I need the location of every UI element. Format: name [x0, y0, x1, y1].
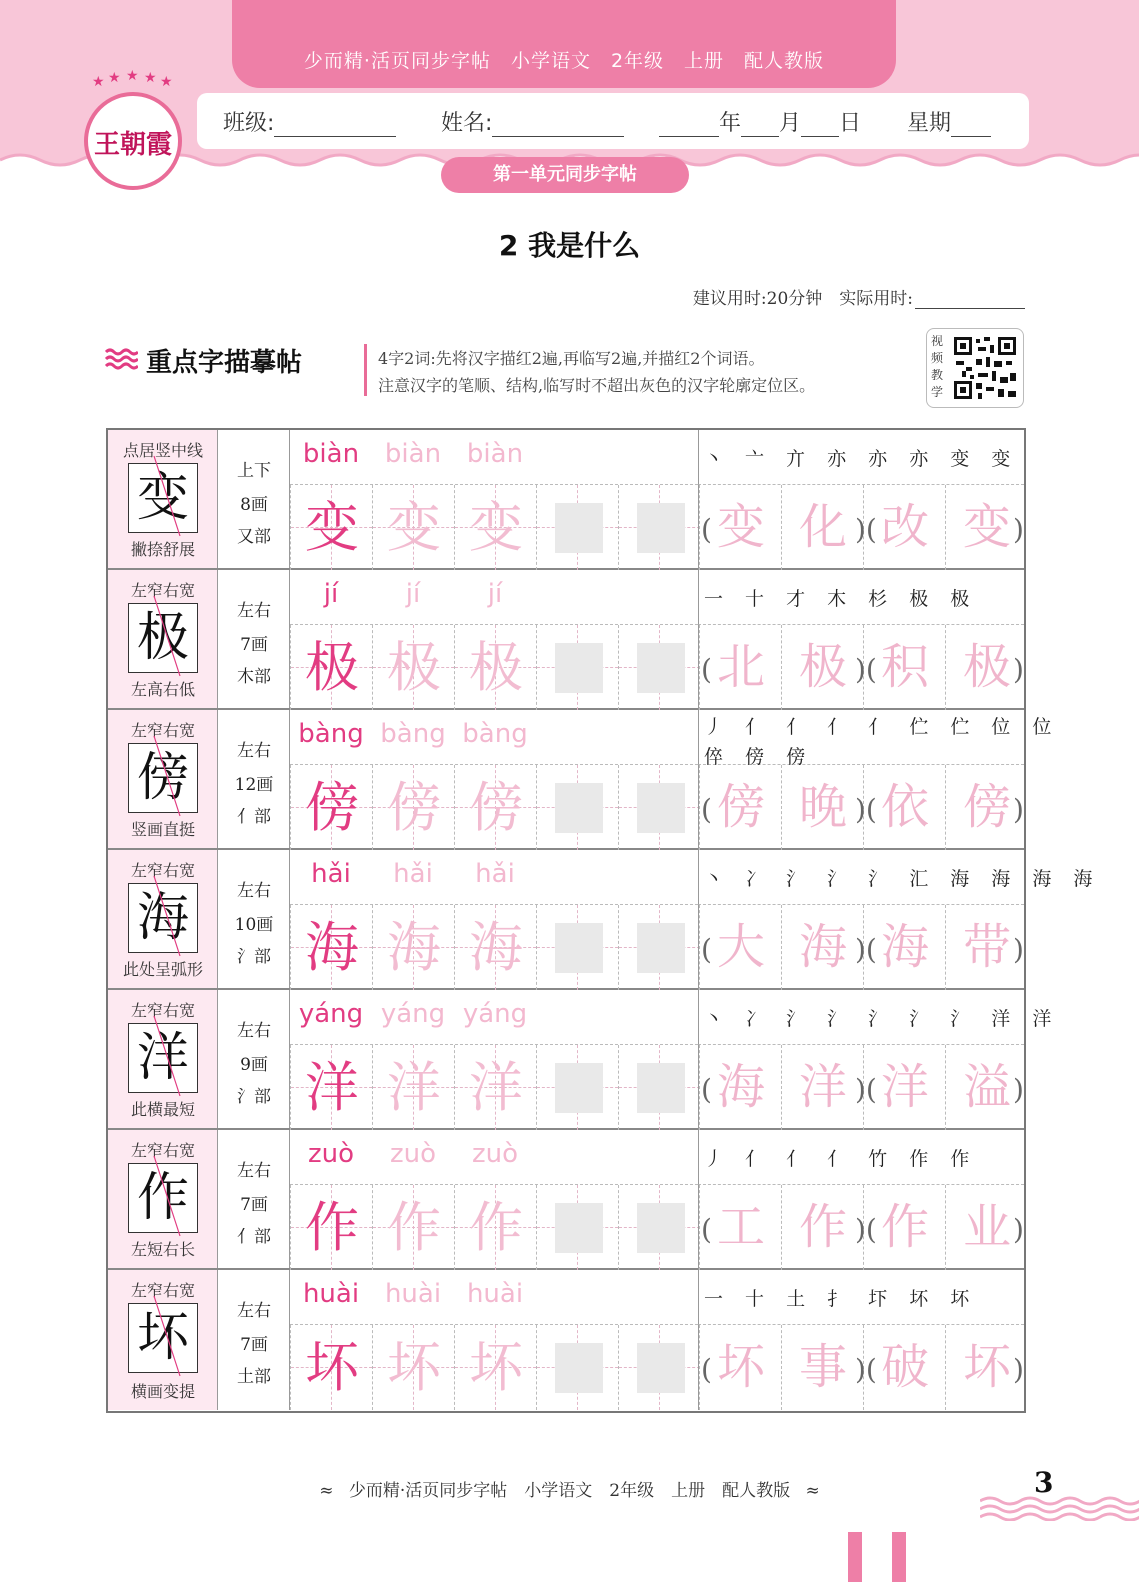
writing-cell[interactable] — [290, 1185, 372, 1270]
outline-zone[interactable] — [637, 503, 685, 553]
qr-code-icon — [952, 335, 1018, 401]
pinyin-trace[interactable]: biàn — [384, 439, 442, 469]
writing-cell[interactable] — [536, 765, 618, 850]
pointer-line — [150, 874, 186, 960]
writing-cell[interactable] — [372, 1045, 454, 1130]
pinyin-label: yáng — [298, 999, 364, 1029]
writing-cell[interactable] — [536, 1325, 618, 1410]
word-cell[interactable] — [781, 1325, 863, 1410]
model-character: 极 — [305, 636, 359, 699]
trace-character[interactable]: 作 — [387, 1196, 441, 1259]
stroke-order: 丶 冫 氵 氵 氵 汇 海 海 海 海 — [704, 868, 1101, 890]
pinyin-label: hǎi — [311, 859, 351, 889]
close-paren: ) — [1013, 793, 1024, 826]
close-paren: ) — [1013, 1213, 1024, 1246]
tip-top: 左窄右宽 — [130, 861, 195, 880]
actual-time-field[interactable] — [915, 289, 1025, 309]
stroke-order: 丶 冫 氵 氵 氵 氵 氵 洋 洋 — [704, 1008, 1060, 1030]
writing-cell[interactable] — [454, 1185, 536, 1270]
stroke-order: 一 十 才 木 杉 极 极 — [704, 588, 978, 610]
char-row — [108, 990, 1060, 1130]
writing-cell[interactable] — [372, 625, 454, 710]
pointer-line — [150, 1014, 186, 1100]
practice-table — [106, 428, 1101, 1413]
close-paren: )( — [855, 933, 877, 966]
open-paren: ( — [701, 933, 712, 966]
close-paren: )( — [855, 1073, 877, 1106]
char-row — [108, 570, 1024, 710]
pinyin-trace[interactable]: yáng — [462, 999, 528, 1029]
char-row — [108, 1130, 1024, 1270]
char-info — [218, 990, 290, 1128]
stroke-order: 丿 亻 亻 亻 竹 作 作 — [704, 1148, 978, 1170]
radical: 氵部 — [237, 1087, 271, 1107]
char-info — [218, 570, 290, 708]
sample-cell — [108, 1130, 218, 1268]
qr-label: 视频教学 — [931, 334, 944, 399]
close-paren: ) — [1013, 1353, 1024, 1386]
writing-cell[interactable] — [536, 625, 618, 710]
model-character: 坏 — [305, 1336, 359, 1399]
tip-bottom: 左短右长 — [130, 1240, 195, 1259]
series-title: 少而精·活页同步字帖 小学语文 2年级 上册 配人教版 — [303, 50, 825, 72]
outline-zone[interactable] — [637, 1343, 685, 1393]
close-paren: ) — [1013, 1073, 1024, 1106]
writing-cell[interactable] — [290, 905, 372, 990]
word-trace-character[interactable]: 坏 — [962, 1339, 1011, 1395]
outline-zone[interactable] — [637, 923, 685, 973]
tip-top: 左窄右宽 — [130, 721, 195, 740]
word-trace-character[interactable]: 傍 — [716, 779, 765, 835]
sample-character: 海 — [128, 883, 198, 953]
word-trace-area — [698, 1185, 1024, 1270]
tip-top: 左窄右宽 — [130, 1141, 195, 1160]
date-field[interactable]: 年 月 日 — [659, 106, 861, 137]
close-paren: )( — [855, 793, 877, 826]
word-trace-character[interactable]: 依 — [880, 779, 929, 835]
sample-cell — [108, 1270, 218, 1410]
sample-character: 傍 — [128, 743, 198, 813]
structure: 左右 — [237, 1161, 271, 1181]
word-trace-character[interactable]: 变 — [962, 499, 1011, 555]
pinyin-label: jí — [323, 579, 339, 609]
word-trace-area — [698, 1045, 1024, 1130]
radical: 木部 — [237, 667, 271, 687]
model-character: 海 — [305, 916, 359, 979]
tip-top: 左窄右宽 — [130, 1281, 195, 1300]
word-trace-character[interactable]: 晚 — [798, 779, 847, 835]
section-title: 重点字描摹帖 — [146, 348, 303, 378]
outline-zone[interactable] — [555, 503, 603, 553]
tip-bottom: 此处呈弧形 — [122, 960, 203, 979]
pinyin-trace[interactable]: zuò — [389, 1139, 437, 1169]
writing-cell[interactable] — [290, 765, 372, 850]
stroke-count: 7画 — [240, 1195, 268, 1215]
outline-zone[interactable] — [637, 783, 685, 833]
close-paren: )( — [855, 653, 877, 686]
pointer-line — [150, 594, 186, 680]
trace-character[interactable]: 极 — [387, 636, 441, 699]
close-paren: )( — [855, 513, 877, 546]
outline-zone[interactable] — [637, 1203, 685, 1253]
writing-cell[interactable] — [618, 625, 700, 710]
tip-top: 左窄右宽 — [130, 581, 195, 600]
open-paren: ( — [701, 653, 712, 686]
trace-character[interactable]: 海 — [469, 916, 523, 979]
footer-bar — [848, 1532, 862, 1582]
writing-cell[interactable] — [454, 485, 536, 570]
time-line: 建议用时:20分钟 实际用时: — [693, 284, 1025, 309]
video-qr-box[interactable] — [926, 328, 1024, 408]
outline-zone[interactable] — [637, 1063, 685, 1113]
writing-cell[interactable] — [454, 1325, 536, 1410]
structure: 上下 — [237, 461, 271, 481]
word-trace-area — [698, 625, 1024, 710]
char-row — [108, 850, 1101, 990]
word-trace-character[interactable]: 积 — [880, 639, 929, 695]
word-trace-character[interactable]: 作 — [880, 1199, 929, 1255]
section-divider — [364, 344, 367, 396]
word-trace-character[interactable]: 海 — [880, 919, 929, 975]
pinyin-trace[interactable]: bàng — [380, 719, 446, 749]
writing-cell[interactable] — [372, 905, 454, 990]
pinyin-trace[interactable]: biàn — [466, 439, 524, 469]
word-trace-character[interactable]: 作 — [798, 1199, 847, 1255]
word-trace-character[interactable]: 变 — [716, 499, 765, 555]
star-icon: ★ — [92, 74, 105, 90]
word-trace-area — [698, 485, 1024, 570]
char-row — [108, 1270, 1024, 1410]
word-trace-character[interactable]: 溢 — [962, 1059, 1011, 1115]
logo-text: 王朝霞 — [93, 130, 172, 160]
trace-character[interactable]: 坏 — [387, 1336, 441, 1399]
weekday-field[interactable]: 星期 — [907, 106, 991, 137]
outline-zone[interactable] — [555, 783, 603, 833]
word-trace-character[interactable]: 北 — [716, 639, 765, 695]
close-paren: ) — [1013, 933, 1024, 966]
writing-cell[interactable] — [618, 905, 700, 990]
char-info — [218, 1270, 290, 1410]
pinyin-trace[interactable]: zuò — [471, 1139, 519, 1169]
open-paren: ( — [701, 1353, 712, 1386]
stroke-order: 丶 亠 亣 亦 亦 亦 变 变 — [704, 448, 1019, 470]
structure: 左右 — [237, 601, 271, 621]
structure: 左右 — [237, 1301, 271, 1321]
model-character: 傍 — [305, 776, 359, 839]
pointer-line — [150, 454, 186, 540]
sample-character: 变 — [128, 463, 198, 533]
stroke-order: 丿 亻 亻 亻 亻 伫 伫 位 位 倅 傍 傍 — [704, 716, 1060, 768]
writing-cell[interactable] — [290, 1325, 372, 1410]
stroke-count: 12画 — [234, 775, 274, 795]
brand-logo — [78, 70, 188, 188]
lesson-title: 2 我是什么 — [498, 229, 641, 262]
pinyin-trace[interactable]: huài — [466, 1279, 524, 1309]
stroke-count: 7画 — [240, 635, 268, 655]
header-tab — [232, 0, 896, 88]
writing-cell[interactable] — [454, 905, 536, 990]
sample-character: 作 — [128, 1163, 198, 1233]
pinyin-trace[interactable]: huài — [384, 1279, 442, 1309]
word-trace-character[interactable]: 洋 — [880, 1059, 929, 1115]
tip-bottom: 撇捺舒展 — [130, 540, 195, 559]
sample-cell — [108, 710, 218, 848]
word-trace-area — [698, 765, 1024, 850]
radical: 亻部 — [237, 1227, 271, 1247]
star-icon: ★ — [144, 70, 157, 86]
writing-cell[interactable] — [536, 1045, 618, 1130]
word-trace-character[interactable]: 洋 — [798, 1059, 847, 1115]
star-icon: ★ — [126, 68, 139, 84]
stroke-count: 9画 — [240, 1055, 268, 1075]
word-trace-character[interactable]: 极 — [798, 639, 847, 695]
outline-zone[interactable] — [555, 923, 603, 973]
pinyin-trace[interactable]: bàng — [462, 719, 528, 749]
writing-cell[interactable] — [618, 1185, 700, 1270]
writing-cell[interactable] — [618, 1325, 700, 1410]
trace-character[interactable]: 洋 — [387, 1056, 441, 1119]
char-row — [108, 430, 1024, 570]
writing-cell[interactable] — [454, 625, 536, 710]
tip-top: 左窄右宽 — [130, 1001, 195, 1020]
close-paren: ) — [1013, 513, 1024, 546]
close-paren: )( — [855, 1213, 877, 1246]
pinyin-trace[interactable]: yáng — [380, 999, 446, 1029]
pinyin-trace[interactable]: jí — [487, 579, 503, 609]
writing-cell[interactable] — [372, 485, 454, 570]
writing-cell[interactable] — [536, 1185, 618, 1270]
stroke-count: 10画 — [234, 915, 274, 935]
radical: 亻部 — [237, 807, 271, 827]
trace-character[interactable]: 作 — [469, 1196, 523, 1259]
tip-bottom: 左高右低 — [130, 680, 195, 699]
writing-cell[interactable] — [290, 625, 372, 710]
outline-zone[interactable] — [555, 1063, 603, 1113]
word-trace-character[interactable]: 化 — [798, 499, 847, 555]
word-trace-character[interactable]: 工 — [716, 1199, 765, 1255]
trace-character[interactable]: 傍 — [387, 776, 441, 839]
structure: 左右 — [237, 881, 271, 901]
writing-cell[interactable] — [454, 1045, 536, 1130]
close-paren: )( — [855, 1353, 877, 1386]
open-paren: ( — [701, 513, 712, 546]
char-info — [218, 850, 290, 988]
word-trace-character[interactable]: 业 — [962, 1199, 1011, 1255]
star-icon: ★ — [108, 70, 121, 86]
writing-cell[interactable] — [290, 485, 372, 570]
writing-cell[interactable] — [454, 765, 536, 850]
char-info — [218, 1130, 290, 1268]
writing-cell[interactable] — [372, 1185, 454, 1270]
trace-character[interactable]: 极 — [469, 636, 523, 699]
word-trace-character[interactable]: 带 — [962, 919, 1011, 975]
model-character: 洋 — [305, 1056, 359, 1119]
pinyin-trace[interactable]: jí — [405, 579, 421, 609]
word-trace-character[interactable]: 破 — [880, 1339, 929, 1395]
stroke-count: 8画 — [240, 495, 268, 515]
sample-cell — [108, 430, 218, 568]
word-cell[interactable] — [781, 905, 863, 990]
pinyin-label: huài — [302, 1279, 360, 1309]
outline-zone[interactable] — [555, 1343, 603, 1393]
tip-bottom: 此横最短 — [130, 1100, 195, 1119]
writing-cell[interactable] — [536, 485, 618, 570]
writing-cell[interactable] — [618, 1045, 700, 1130]
word-cell[interactable] — [781, 485, 863, 570]
student-info-box — [197, 93, 1029, 149]
word-trace-character[interactable]: 改 — [880, 499, 929, 555]
sample-cell — [108, 570, 218, 708]
word-trace-character[interactable]: 海 — [716, 1059, 765, 1115]
trace-character[interactable]: 变 — [387, 496, 441, 559]
word-trace-character[interactable]: 极 — [962, 639, 1011, 695]
pointer-line — [150, 1294, 186, 1380]
sample-character: 洋 — [128, 1023, 198, 1093]
word-trace-character[interactable]: 傍 — [962, 779, 1011, 835]
stroke-order: 一 十 土 扌 圷 坏 坏 — [704, 1288, 978, 1310]
radical: 又部 — [237, 527, 271, 547]
open-paren: ( — [701, 793, 712, 826]
structure: 左右 — [237, 1021, 271, 1041]
word-cell[interactable] — [781, 625, 863, 710]
tip-bottom: 横画变提 — [130, 1382, 195, 1401]
writing-cell[interactable] — [372, 765, 454, 850]
unit-tab: 第一单元同步字帖 — [441, 157, 689, 193]
writing-cell[interactable] — [618, 485, 700, 570]
radical: 土部 — [237, 1367, 271, 1387]
page-number: 3 — [1034, 1466, 1054, 1499]
writing-cell[interactable] — [618, 765, 700, 850]
footer-bar — [892, 1532, 906, 1582]
footer-wave — [980, 1495, 1139, 1521]
tip-bottom: 竖画直挺 — [130, 820, 195, 839]
writing-cell[interactable] — [372, 1325, 454, 1410]
pointer-line — [150, 1154, 186, 1240]
outline-zone[interactable] — [555, 643, 603, 693]
trace-character[interactable]: 洋 — [469, 1056, 523, 1119]
wave-lines-icon — [104, 346, 138, 372]
stroke-count: 7画 — [240, 1335, 268, 1355]
word-cell[interactable] — [781, 1185, 863, 1270]
char-info — [218, 710, 290, 848]
model-character: 作 — [305, 1196, 359, 1259]
word-trace-character[interactable]: 事 — [798, 1339, 847, 1395]
writing-cell[interactable] — [290, 1045, 372, 1130]
open-paren: ( — [701, 1213, 712, 1246]
tip-top: 点居竖中线 — [122, 441, 203, 460]
trace-character[interactable]: 坏 — [469, 1336, 523, 1399]
section-description: 4字2词:先将汉字描红2遍,再临写2遍,并描红2个词语。 注意汉字的笔顺、结构,临写时不超出灰色的汉字轮廓定位区。 — [378, 349, 816, 395]
outline-zone[interactable] — [637, 643, 685, 693]
trace-character[interactable]: 变 — [469, 496, 523, 559]
word-cell[interactable] — [781, 1045, 863, 1130]
radical: 氵部 — [237, 947, 271, 967]
footer-series: ≈ 少而精·活页同步字帖 小学语文 2年级 上册 配人教版 ≈ — [319, 1481, 820, 1501]
close-paren: ) — [1013, 653, 1024, 686]
word-trace-character[interactable]: 大 — [716, 919, 765, 975]
name-field[interactable]: 姓名: — [441, 106, 624, 137]
trace-character[interactable]: 傍 — [469, 776, 523, 839]
pinyin-trace[interactable]: hǎi — [475, 859, 515, 889]
pinyin-label: bàng — [298, 719, 364, 749]
pinyin-label: zuò — [307, 1139, 355, 1169]
class-field[interactable]: 班级: — [223, 106, 396, 137]
sample-character: 极 — [128, 603, 198, 673]
pinyin-label: biàn — [302, 439, 360, 469]
sample-cell — [108, 990, 218, 1128]
word-trace-character[interactable]: 海 — [798, 919, 847, 975]
writing-cell[interactable] — [536, 905, 618, 990]
word-cell[interactable] — [781, 765, 863, 850]
pointer-line — [150, 734, 186, 820]
pinyin-trace[interactable]: hǎi — [393, 859, 433, 889]
word-trace-area — [698, 1325, 1024, 1410]
sample-cell — [108, 850, 218, 988]
outline-zone[interactable] — [555, 1203, 603, 1253]
model-character: 变 — [305, 496, 359, 559]
star-icon: ★ — [160, 74, 173, 90]
char-row — [108, 710, 1060, 850]
open-paren: ( — [701, 1073, 712, 1106]
trace-character[interactable]: 海 — [387, 916, 441, 979]
sample-character: 坏 — [128, 1303, 198, 1373]
char-info — [218, 430, 290, 568]
word-trace-area — [698, 905, 1024, 990]
structure: 左右 — [237, 741, 271, 761]
word-trace-character[interactable]: 坏 — [716, 1339, 765, 1395]
